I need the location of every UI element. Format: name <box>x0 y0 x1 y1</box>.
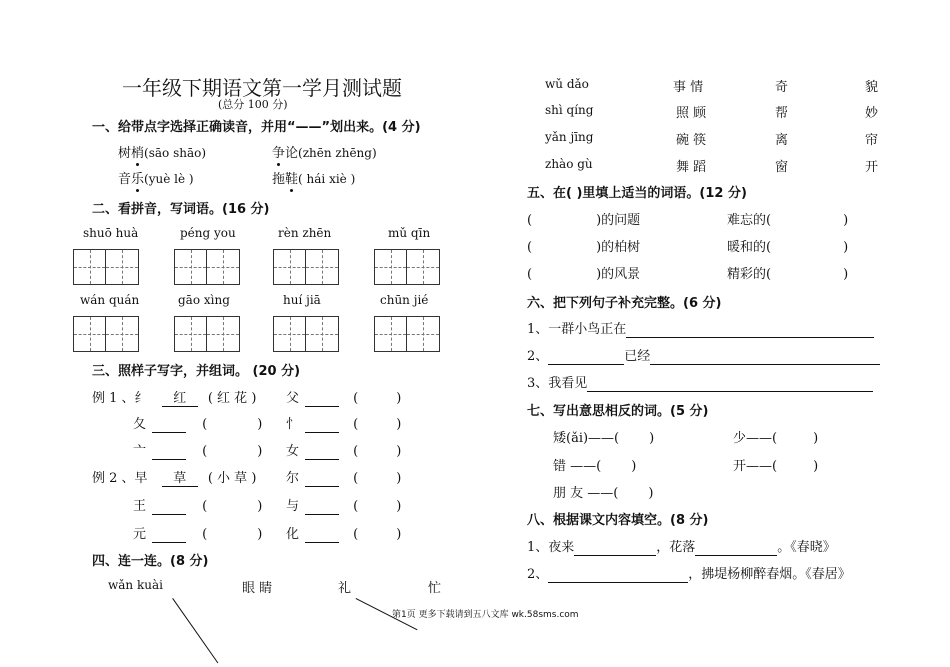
match-item[interactable]: 眼 睛 <box>242 581 273 596</box>
match-item[interactable]: wǔ dǎo <box>545 77 589 91</box>
s3-row[interactable]: 尔 ( ) <box>286 471 402 486</box>
s3-row[interactable]: 女 ( ) <box>286 444 402 459</box>
s5-item[interactable]: ( )的风景 <box>527 267 641 282</box>
match-item[interactable]: 舞 蹈 <box>676 160 707 175</box>
section-2-heading: 二、看拼音，写词语。(16 分) <box>92 202 270 217</box>
pinyin-label: chūn jié <box>380 293 429 307</box>
s5-item[interactable]: 难忘的( ) <box>727 213 849 228</box>
pinyin-label: péng you <box>180 226 236 240</box>
s3-row[interactable]: 忄 ( ) <box>286 417 402 432</box>
s1-item-3: 音乐(yuè lè ) <box>118 172 194 187</box>
s1-item-4: 拖鞋( hái xiè ) <box>272 172 356 187</box>
s7-item[interactable]: 朋 友 ——( ) <box>553 486 654 501</box>
section-3-heading: 三、照样子写字，并组词。 (20 分) <box>92 364 301 379</box>
writing-grid[interactable] <box>174 316 240 352</box>
page-footer: 第1页 更多下载请到五八文库 wk.58sms.com <box>392 610 579 620</box>
s5-item[interactable]: 精彩的( ) <box>727 267 849 282</box>
match-item[interactable]: zhào gù <box>545 157 593 171</box>
section-5-heading: 五、在( )里填上适当的词语。(12 分) <box>527 186 747 201</box>
page-title: 一年级下期语文第一学月测试题 <box>122 76 402 100</box>
match-item[interactable]: 忙 <box>428 581 442 596</box>
s5-item[interactable]: 暖和的( ) <box>727 240 849 255</box>
s5-item[interactable]: ( )的柏树 <box>527 240 641 255</box>
s3-row[interactable]: 夂 ( ) <box>133 417 263 432</box>
writing-grid[interactable] <box>73 249 139 285</box>
s3-row[interactable]: 父 ( ) <box>286 391 402 406</box>
match-item[interactable]: 离 <box>775 133 789 148</box>
s3-row[interactable]: 与 ( ) <box>286 499 402 514</box>
pinyin-label: wán quán <box>80 293 140 307</box>
pinyin-label: huí jiā <box>283 293 321 307</box>
match-item[interactable]: 碗 筷 <box>676 133 707 148</box>
match-item[interactable]: 妙 <box>865 106 879 121</box>
match-item[interactable]: 帮 <box>775 106 789 121</box>
s3-row[interactable]: 化 ( ) <box>286 527 402 542</box>
s7-item[interactable]: 开——( ) <box>733 459 819 474</box>
s1-item-2: 争论(zhēn zhēng) <box>272 146 377 161</box>
writing-grid[interactable] <box>374 249 440 285</box>
s7-item[interactable]: 少——( ) <box>733 431 819 446</box>
pinyin-label: rèn zhēn <box>278 226 332 240</box>
section-8-heading: 八、根据课文内容填空。(8 分) <box>527 513 709 528</box>
match-item[interactable]: 帘 <box>865 133 879 148</box>
s8-line-1[interactable]: 1、夜来 ，花落 。《春晓》 <box>527 540 836 555</box>
writing-grid[interactable] <box>374 316 440 352</box>
example-1: 例 1 、纟 红 ( 红 花 ) <box>92 387 256 407</box>
match-item[interactable]: wǎn kuài <box>108 578 163 592</box>
example-2: 例 2 、早 草 ( 小 草 ) <box>92 467 256 487</box>
s3-row[interactable]: 王 ( ) <box>133 499 263 514</box>
match-item[interactable]: 照 顾 <box>676 106 707 121</box>
writing-grid[interactable] <box>273 316 339 352</box>
section-6-heading: 六、把下列句子补充完整。(6 分) <box>527 296 722 311</box>
pinyin-label: shuō huà <box>83 226 139 240</box>
writing-grid[interactable] <box>73 316 139 352</box>
section-7-heading: 七、写出意思相反的词。(5 分) <box>527 404 709 419</box>
s1-item-1: 树梢(sāo shāo) <box>118 146 207 161</box>
s6-line-2[interactable]: 2、 已经 <box>527 345 880 365</box>
match-item[interactable]: 礼 <box>338 581 352 596</box>
pinyin-label: mǔ qīn <box>388 226 431 240</box>
match-item[interactable]: 奇 <box>775 80 789 95</box>
s3-row[interactable]: 元 ( ) <box>133 527 263 542</box>
s7-item[interactable]: 矮(ǎi)——( ) <box>553 431 655 446</box>
match-item[interactable]: 貌 <box>865 80 879 95</box>
match-item[interactable]: 窗 <box>775 160 789 175</box>
s5-item[interactable]: ( )的问题 <box>527 213 641 228</box>
connect-line <box>172 598 218 663</box>
s3-row[interactable]: 亠 ( ) <box>133 444 263 459</box>
page-subtitle: (总分 100 分) <box>218 98 288 111</box>
match-item[interactable]: shì qíng <box>545 103 594 117</box>
section-1-heading: 一、给带点字选择正确读音，并用“——”划出来。(4 分) <box>92 120 421 135</box>
s6-line-1[interactable]: 1、一群小鸟正在 <box>527 318 874 338</box>
s8-line-2[interactable]: 2、 ，拂堤杨柳醉春烟。《春居》 <box>527 567 851 582</box>
section-4-heading: 四、连一连。(8 分) <box>92 554 209 569</box>
writing-grid[interactable] <box>273 249 339 285</box>
writing-grid[interactable] <box>174 249 240 285</box>
match-item[interactable]: 事 情 <box>673 80 704 95</box>
match-item[interactable]: yǎn jīng <box>545 130 594 144</box>
match-item[interactable]: 开 <box>865 160 879 175</box>
pinyin-label: gāo xìng <box>178 293 230 307</box>
s6-line-3[interactable]: 3、我看见 <box>527 372 873 392</box>
s7-item[interactable]: 错 ——( ) <box>553 459 637 474</box>
